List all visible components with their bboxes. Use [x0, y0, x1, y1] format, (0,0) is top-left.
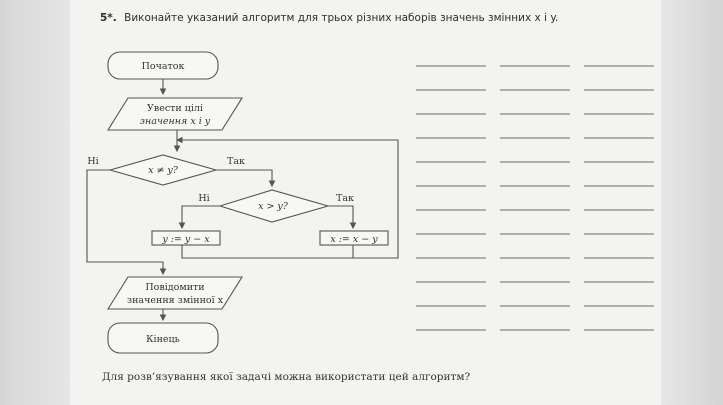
output-label-1: Повідомити	[145, 282, 205, 293]
question-text: Для розв’язування якої задачі можна використати цей алгоритм?	[102, 371, 471, 383]
assign-right-label: x := x − y	[330, 234, 378, 245]
cond2-label: x > y?	[258, 201, 288, 212]
textbook-page	[70, 0, 661, 405]
task-number: 5*.	[100, 12, 117, 24]
output-label-2: значення змінної x	[126, 295, 224, 306]
assign-left-label: y := y − x	[162, 234, 210, 245]
cond2-yes-label: Так	[336, 193, 354, 204]
cond2-no-label: Ні	[198, 193, 210, 204]
answer-grid	[70, 0, 661, 405]
input-label-1: Увести цілі	[147, 103, 203, 114]
start-label: Початок	[141, 61, 185, 72]
cond1-label: x ≠ y?	[148, 165, 178, 176]
input-label-2: значення x і y	[139, 116, 211, 127]
left-margin	[0, 0, 70, 405]
right-margin	[661, 0, 723, 405]
cond1-yes-label: Так	[227, 156, 245, 167]
cond1-no-label: Ні	[87, 156, 99, 167]
task-text: Виконайте указаний алгоритм для трьох різних наборів значень змінних x і y.	[124, 12, 559, 24]
end-label: Кінець	[146, 334, 180, 345]
